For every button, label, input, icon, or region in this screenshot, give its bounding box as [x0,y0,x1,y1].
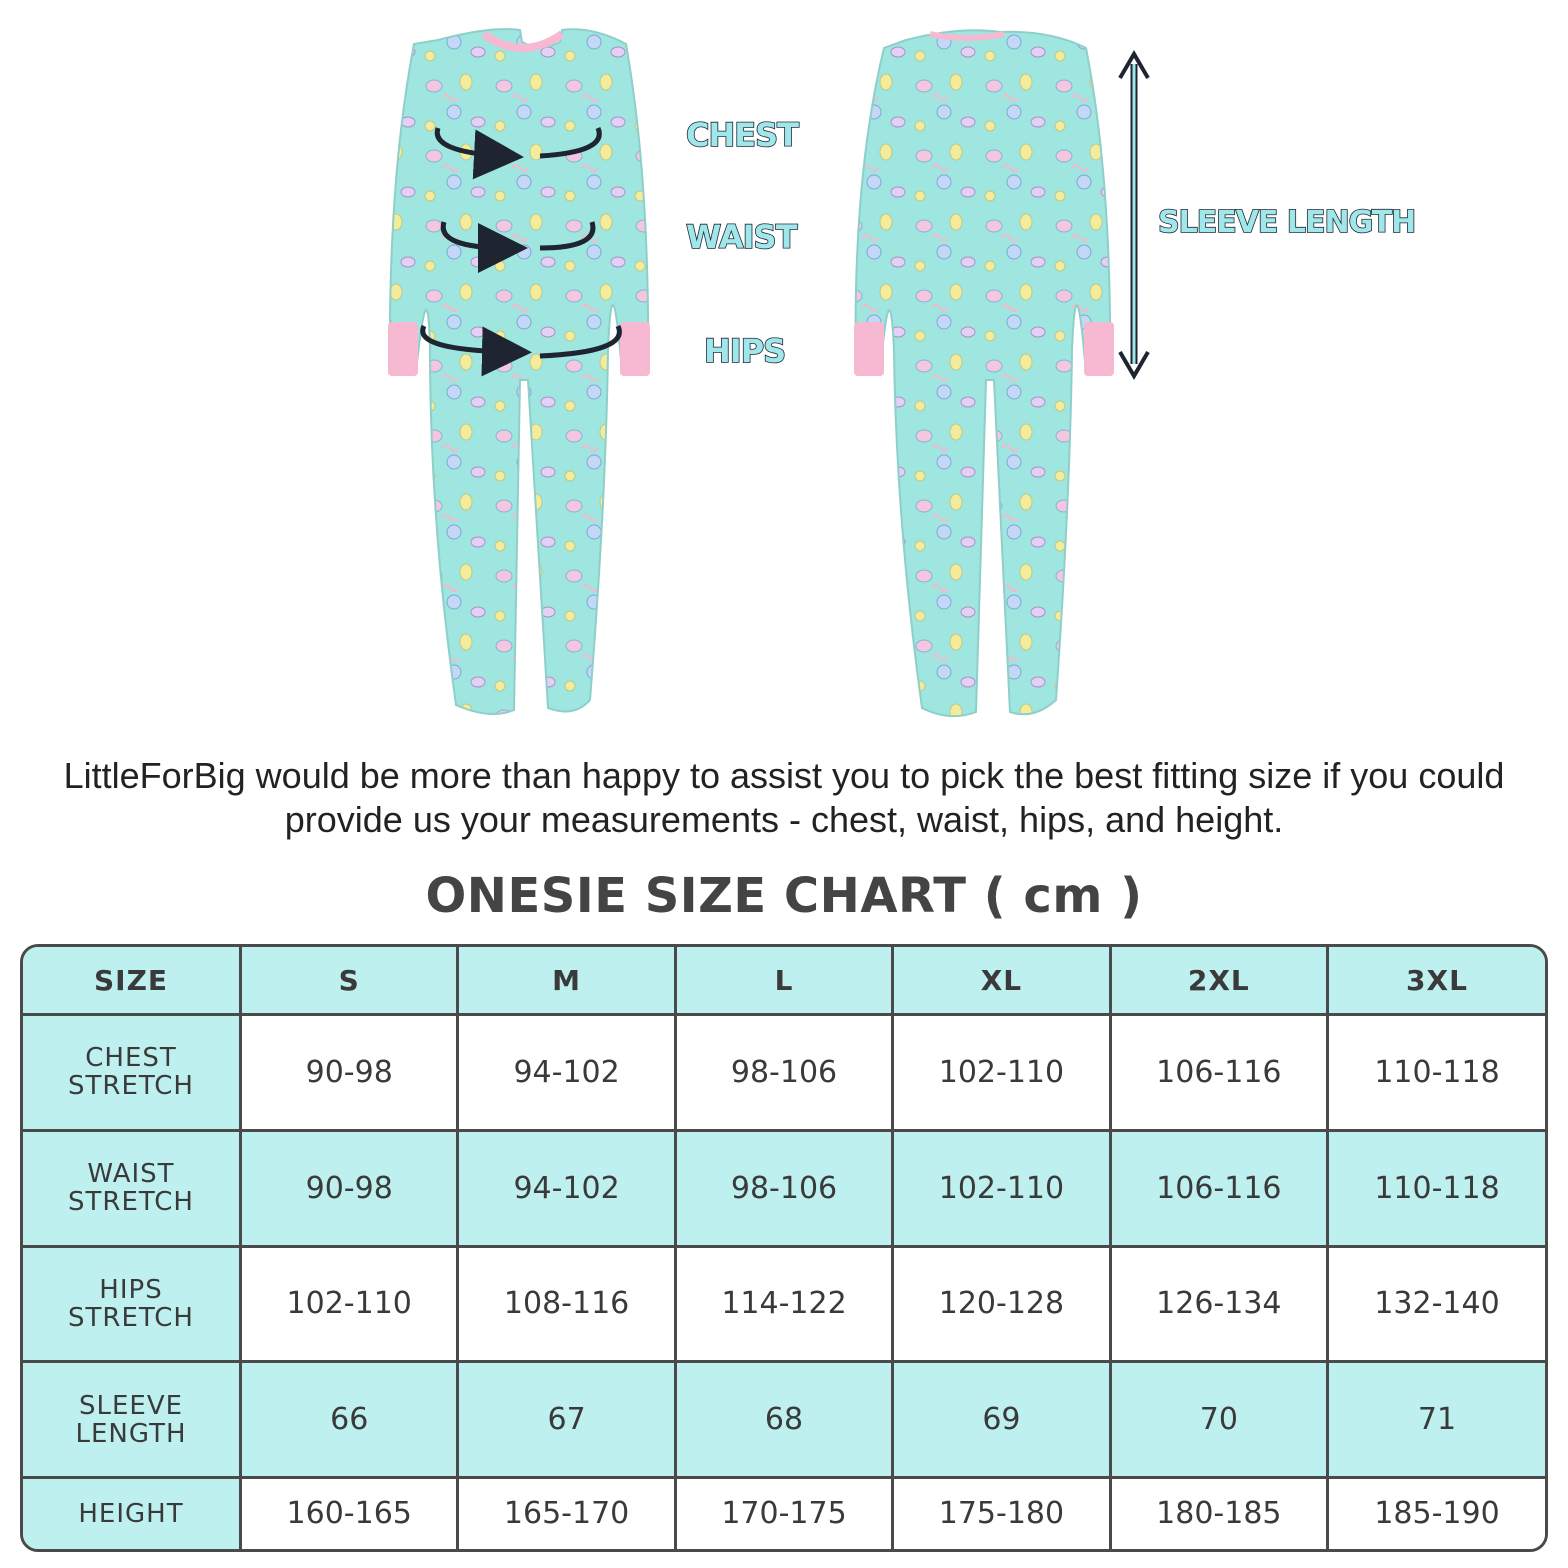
table-cell: 185-190 [1328,1477,1545,1549]
table-cell: 108-116 [458,1246,675,1362]
header-cell-l: L [675,947,892,1015]
row-label: WAIST STRETCH [23,1130,241,1246]
table-cell: 106-116 [1110,1015,1327,1131]
chart-title: ONESIE SIZE CHART ( cm ) [425,868,1143,924]
table-cell: 120-128 [893,1246,1110,1362]
table-row [23,1246,1545,1362]
row-label: HEIGHT [23,1477,241,1549]
table-cell: 71 [1328,1362,1545,1478]
table-cell: 98-106 [675,1015,892,1131]
size-table [23,947,1545,1549]
callout-labels [686,116,799,370]
table-cell: 90-98 [241,1015,458,1131]
table-cell: 94-102 [458,1015,675,1131]
table-row [23,1477,1545,1549]
table-cell: 110-118 [1328,1015,1545,1131]
table-cell: 68 [675,1362,892,1478]
sizing-assistance-note: LittleForBig would be more than happy to assist you to pick the best fitting size if you could provide us your measurements - chest, waist, hips, and height. [63,755,1505,840]
table-cell: 98-106 [675,1130,892,1246]
sleeve-length-callout: SLEEVE LENGTH [1158,205,1416,240]
onesie-illustration [0,0,1568,740]
table-cell: 102-110 [241,1246,458,1362]
table-cell: 94-102 [458,1130,675,1246]
table-cell: 175-180 [893,1477,1110,1549]
table-cell: 70 [1110,1362,1327,1478]
table-cell: 67 [458,1362,675,1478]
row-label: HIPS STRETCH [23,1246,241,1362]
table-cell: 160-165 [241,1477,458,1549]
row-label: SLEEVE LENGTH [23,1362,241,1478]
table-cell: 180-185 [1110,1477,1327,1549]
table-cell: 66 [241,1362,458,1478]
table-cell: 102-110 [893,1015,1110,1131]
table-cell: 114-122 [675,1246,892,1362]
header-cell-xl: XL [893,947,1110,1015]
header-cell-2xl: 2XL [1110,947,1327,1015]
onesie-back [854,30,1114,716]
table-cell: 69 [893,1362,1110,1478]
table-cell: 110-118 [1328,1130,1545,1246]
table-row [23,1130,1545,1246]
chest-callout: CHEST [686,116,798,154]
table-cell: 90-98 [241,1130,458,1246]
waist-callout: WAIST [686,218,797,256]
table-header-row [23,947,1545,1015]
table-cell: 132-140 [1328,1246,1545,1362]
header-cell-s: S [241,947,458,1015]
table-row [23,1015,1545,1131]
table-row [23,1362,1545,1478]
table-cell: 102-110 [893,1130,1110,1246]
table-cell: 106-116 [1110,1130,1327,1246]
row-label: CHEST STRETCH [23,1015,241,1131]
header-cell-size: SIZE [23,947,241,1015]
header-cell-m: M [458,947,675,1015]
table-cell: 170-175 [675,1477,892,1549]
table-cell: 126-134 [1110,1246,1327,1362]
sleeve-length-arrow [1120,54,1148,376]
onesie-front [388,29,650,714]
hips-callout: HIPS [704,332,786,370]
size-chart-table [20,944,1548,1552]
table-cell: 165-170 [458,1477,675,1549]
table-body [23,947,1545,1549]
header-cell-3xl: 3XL [1328,947,1545,1015]
